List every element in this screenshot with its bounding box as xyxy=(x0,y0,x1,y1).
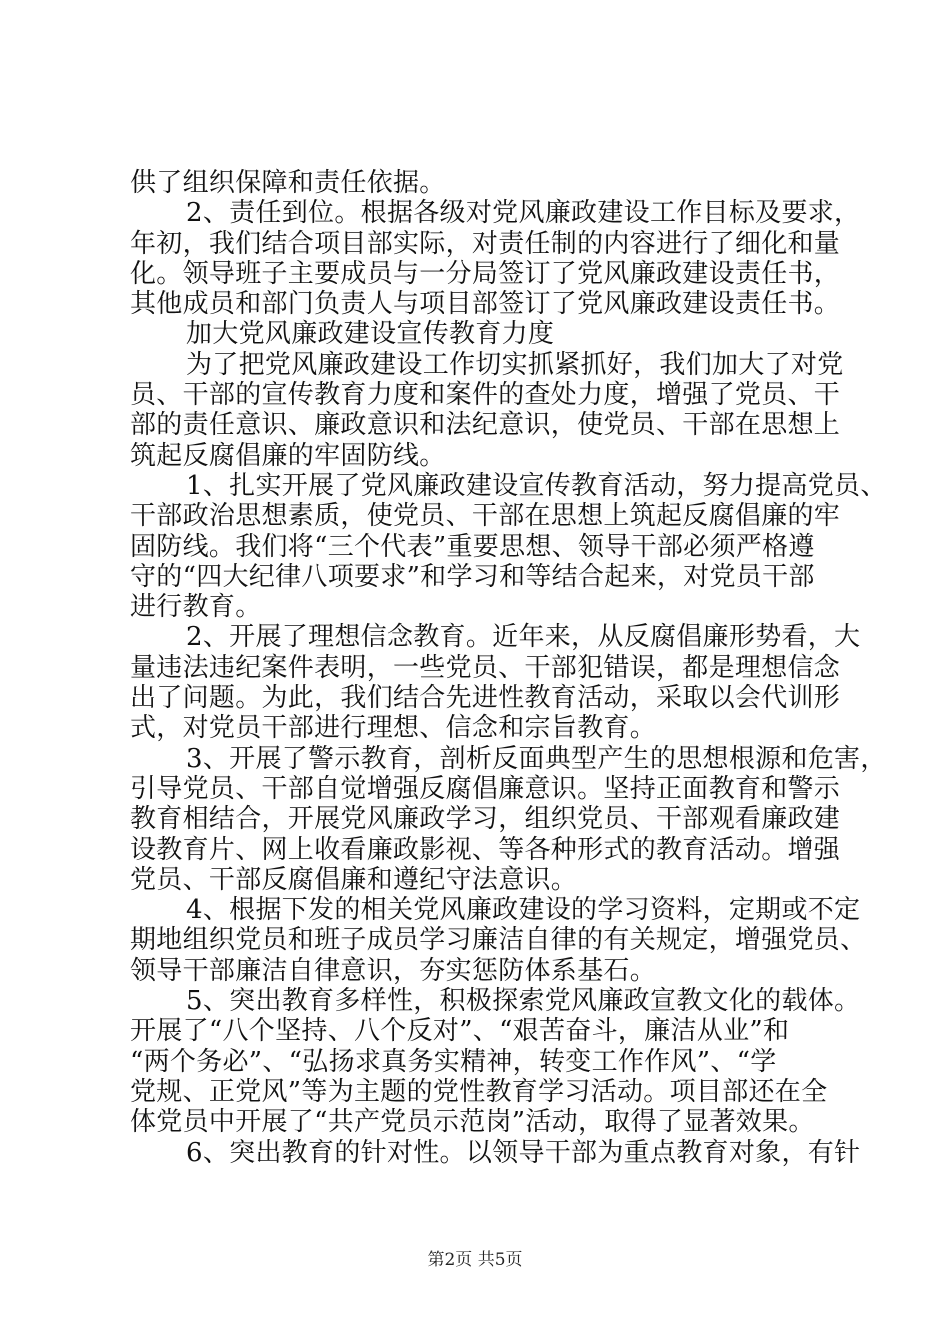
text-line: 出了问题。为此，我们结合先进性教育活动，采取以会代训形 xyxy=(130,683,841,714)
text-line: 量违法违纪案件表明，一些党员、干部犯错误，都是理想信念 xyxy=(130,652,841,683)
text-line: 干部政治思想素质，使党员、干部在思想上筑起反腐倡廉的牢 xyxy=(130,501,841,532)
text-line: 3、开展了警示教育，剖析反面典型产生的思想根源和危害， xyxy=(186,743,887,774)
text-line: “两个务必”、“弘扬求真务实精神，转变工作作风”、“学 xyxy=(130,1046,777,1077)
text-line: 化。领导班子主要成员与一分局签订了党风廉政建设责任书， xyxy=(130,258,841,289)
document-body xyxy=(130,168,887,1168)
text-line: 5、突出教育多样性，积极探索党风廉政宣教文化的载体。 xyxy=(186,986,861,1017)
text-line: 4、根据下发的相关党风廉政建设的学习资料，定期或不定 xyxy=(186,895,861,926)
text-line: 员、干部的宣传教育力度和案件的查处力度，增强了党员、干 xyxy=(130,380,841,411)
text-line: 6、突出教育的针对性。以领导干部为重点教育对象，有针 xyxy=(186,1137,861,1168)
text-line: 年初，我们结合项目部实际，对责任制的内容进行了细化和量 xyxy=(130,228,841,259)
text-line: 党规、正党风”等为主题的党性教育学习活动。项目部还在全 xyxy=(130,1076,828,1107)
text-line: 开展了“八个坚持、八个反对”、“艰苦奋斗，廉洁从业”和 xyxy=(130,1016,790,1047)
text-line: 筑起反腐倡廉的牢固防线。 xyxy=(130,440,446,471)
text-line: 设教育片、网上收看廉政影视、等各种形式的教育活动。增强 xyxy=(130,834,841,865)
text-line: 其他成员和部门负责人与项目部签订了党风廉政建设责任书。 xyxy=(130,289,841,320)
text-line: 式，对党员干部进行理想、信念和宗旨教育。 xyxy=(130,713,657,744)
text-line: 固防线。我们将“三个代表”重要思想、领导干部必须严格遵 xyxy=(130,531,815,562)
text-line: 1、扎实开展了党风廉政建设宣传教育活动，努力提高党员、 xyxy=(186,470,887,501)
text-line: 期地组织党员和班子成员学习廉洁自律的有关规定，增强党员、 xyxy=(130,925,867,956)
text-line: 体党员中开展了“共产党员示范岗”活动，取得了显著效果。 xyxy=(130,1107,815,1138)
text-line: 党员、干部反腐倡廉和遵纪守法意识。 xyxy=(130,864,578,895)
text-line: 供了组织保障和责任依据。 xyxy=(130,168,446,198)
page-number-footer: 第2页 共5页 xyxy=(427,1250,523,1270)
text-line: 2、开展了理想信念教育。近年来，从反腐倡廉形势看，大 xyxy=(186,622,861,653)
text-line: 领导干部廉洁自律意识，夯实惩防体系基石。 xyxy=(130,955,657,986)
text-line: 进行教育。 xyxy=(130,592,262,623)
text-line: 引导党员、干部自觉增强反腐倡廉意识。坚持正面教育和警示 xyxy=(130,773,841,804)
text-line: 为了把党风廉政建设工作切实抓紧抓好，我们加大了对党 xyxy=(186,349,844,380)
text-line: 守的“四大纪律八项要求”和学习和等结合起来，对党员干部 xyxy=(130,561,815,592)
section-heading: 加大党风廉政建设宣传教育力度 xyxy=(186,319,555,350)
text-line: 部的责任意识、廉政意识和法纪意识，使党员、干部在思想上 xyxy=(130,410,841,441)
text-line: 教育相结合，开展党风廉政学习，组织党员、干部观看廉政建 xyxy=(130,804,841,835)
text-line: 2、责任到位。根据各级对党风廉政建设工作目标及要求， xyxy=(186,198,861,229)
